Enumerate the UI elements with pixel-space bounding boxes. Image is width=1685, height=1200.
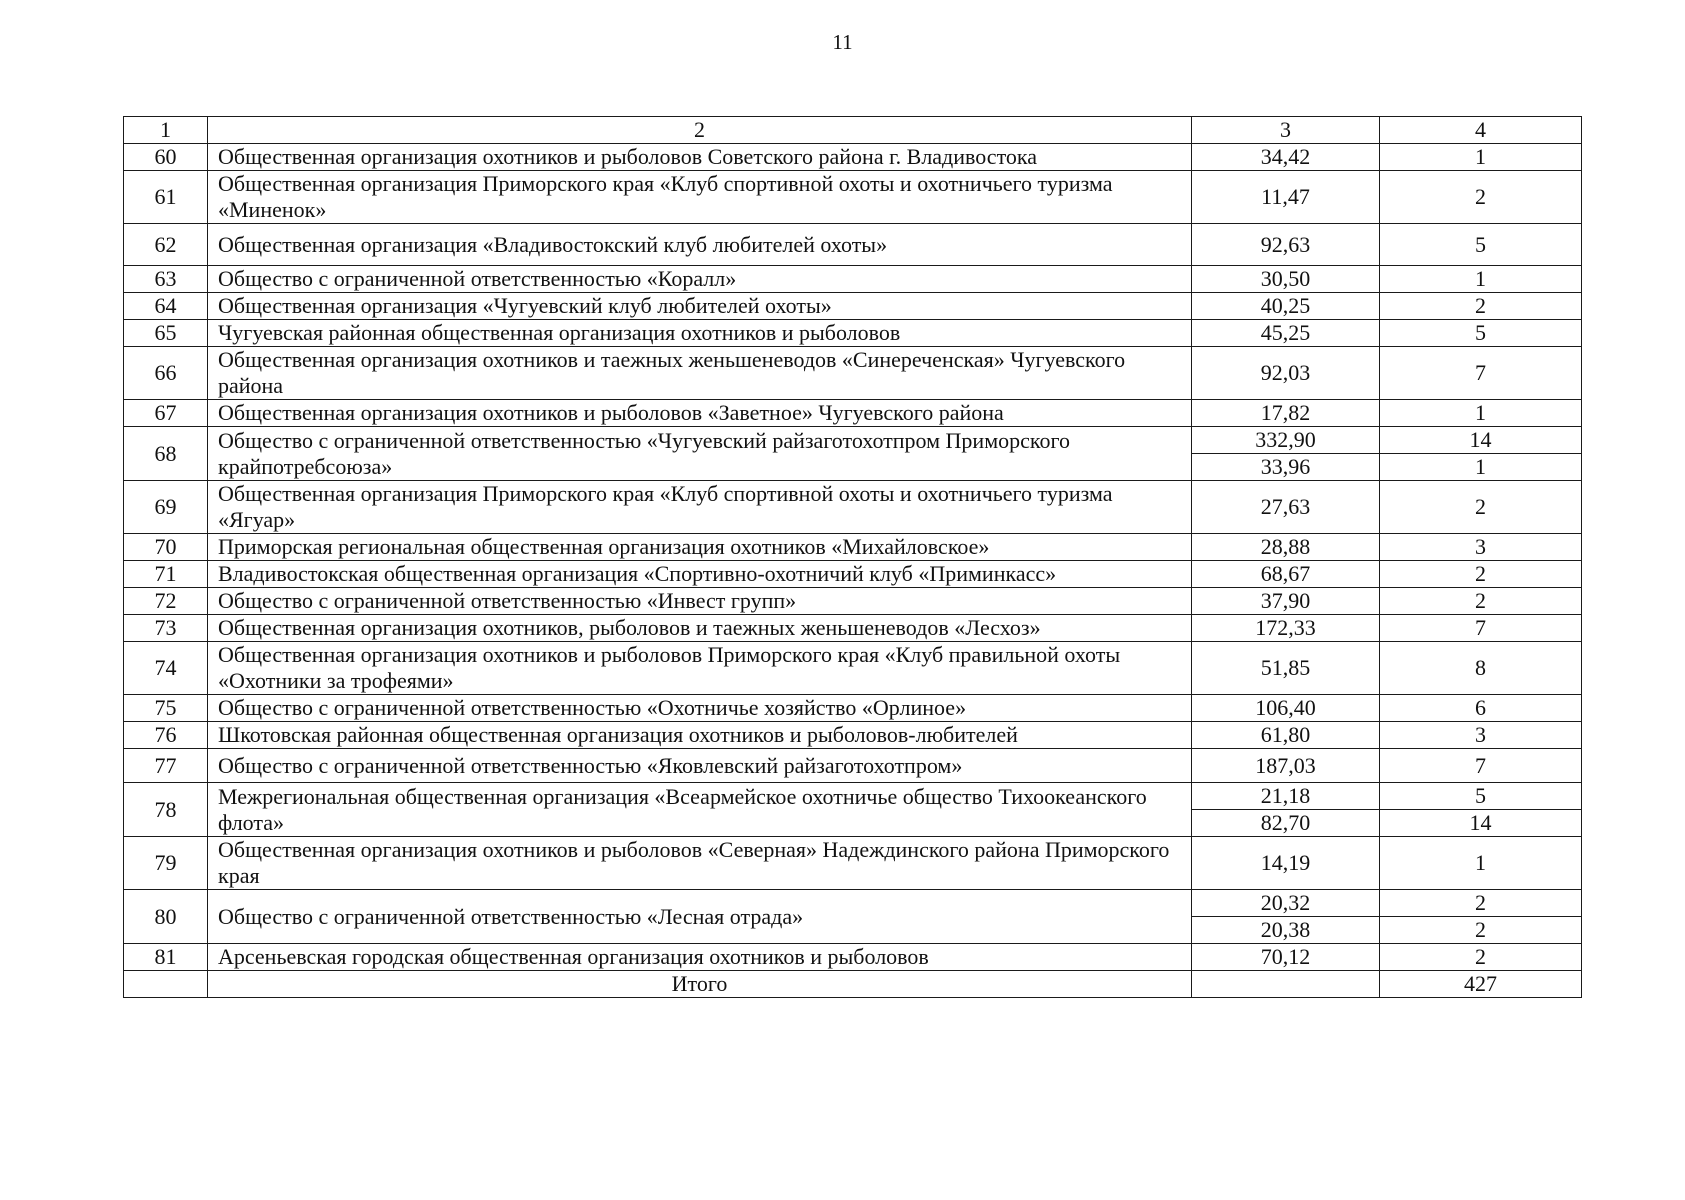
row-number: 64 xyxy=(124,293,208,320)
organization-name: Общество с ограниченной ответственностью «Охотничье хозяйство «Орлиное» xyxy=(208,695,1192,722)
row-number: 62 xyxy=(124,224,208,266)
table-row xyxy=(124,320,1582,347)
organization-name: Общество с ограниченной ответственностью «Яковлевский райзаготохотпром» xyxy=(208,749,1192,783)
header-cell-4: 4 xyxy=(1380,117,1582,144)
row-number: 73 xyxy=(124,615,208,642)
table-row xyxy=(124,427,1582,454)
organization-name: Общественная организация охотников и рыболовов Советского района г. Владивостока xyxy=(208,144,1192,171)
count-value: 2 xyxy=(1380,944,1582,971)
table-row xyxy=(124,615,1582,642)
organization-name: Общественная организация «Владивостокский клуб любителей охоты» xyxy=(208,224,1192,266)
organization-name: Общественная организация охотников и рыболовов «Северная» Надеждинского района Приморского края xyxy=(208,837,1192,890)
row-number: 74 xyxy=(124,642,208,695)
area-value: 37,90 xyxy=(1192,588,1380,615)
row-number: 72 xyxy=(124,588,208,615)
table-row xyxy=(124,534,1582,561)
count-value: 8 xyxy=(1380,642,1582,695)
header-row xyxy=(124,117,1582,144)
table-row xyxy=(124,695,1582,722)
area-value: 30,50 xyxy=(1192,266,1380,293)
row-number: 79 xyxy=(124,837,208,890)
row-number: 80 xyxy=(124,890,208,944)
area-value: 27,63 xyxy=(1192,481,1380,534)
area-value: 61,80 xyxy=(1192,722,1380,749)
organization-name: Общественная организация Приморского края «Клуб спортивной охоты и охотничьего туризма «Ягуар» xyxy=(208,481,1192,534)
total-area xyxy=(1192,971,1380,998)
header-cell-1: 1 xyxy=(124,117,208,144)
table-row xyxy=(124,642,1582,695)
organizations-table xyxy=(123,116,1582,998)
area-value: 40,25 xyxy=(1192,293,1380,320)
row-number: 71 xyxy=(124,561,208,588)
row-number: 69 xyxy=(124,481,208,534)
count-value: 2 xyxy=(1380,561,1582,588)
count-value: 5 xyxy=(1380,320,1582,347)
table-row xyxy=(124,588,1582,615)
count-value: 14 xyxy=(1380,810,1582,837)
organization-name: Шкотовская районная общественная организация охотников и рыболовов-любителей xyxy=(208,722,1192,749)
count-value: 1 xyxy=(1380,837,1582,890)
area-value: 332,90 xyxy=(1192,427,1380,454)
count-value: 1 xyxy=(1380,400,1582,427)
area-value: 82,70 xyxy=(1192,810,1380,837)
area-value: 21,18 xyxy=(1192,783,1380,810)
area-value: 11,47 xyxy=(1192,171,1380,224)
row-number: 77 xyxy=(124,749,208,783)
count-value: 1 xyxy=(1380,454,1582,481)
total-label: Итого xyxy=(208,971,1192,998)
count-value: 2 xyxy=(1380,588,1582,615)
organization-name: Арсеньевская городская общественная организация охотников и рыболовов xyxy=(208,944,1192,971)
count-value: 3 xyxy=(1380,722,1582,749)
table-row xyxy=(124,347,1582,400)
organization-name: Общественная организация «Чугуевский клуб любителей охоты» xyxy=(208,293,1192,320)
organization-name: Общественная организация охотников, рыболовов и таежных женьшеневодов «Лесхоз» xyxy=(208,615,1192,642)
table-row xyxy=(124,749,1582,783)
organization-name: Общественная организация охотников и таежных женьшеневодов «Синереченская» Чугуевского района xyxy=(208,347,1192,400)
count-value: 7 xyxy=(1380,749,1582,783)
table-row xyxy=(124,481,1582,534)
area-value: 172,33 xyxy=(1192,615,1380,642)
header-cell-3: 3 xyxy=(1192,117,1380,144)
row-number: 65 xyxy=(124,320,208,347)
count-value: 5 xyxy=(1380,783,1582,810)
total-empty-cell xyxy=(124,971,208,998)
count-value: 1 xyxy=(1380,266,1582,293)
table-row xyxy=(124,171,1582,224)
row-number: 63 xyxy=(124,266,208,293)
table-row xyxy=(124,722,1582,749)
area-value: 92,03 xyxy=(1192,347,1380,400)
count-value: 14 xyxy=(1380,427,1582,454)
organization-name: Общество с ограниченной ответственностью «Инвест групп» xyxy=(208,588,1192,615)
area-value: 45,25 xyxy=(1192,320,1380,347)
area-value: 33,96 xyxy=(1192,454,1380,481)
table-row xyxy=(124,837,1582,890)
count-value: 1 xyxy=(1380,144,1582,171)
row-number: 68 xyxy=(124,427,208,481)
count-value: 2 xyxy=(1380,171,1582,224)
total-row xyxy=(124,971,1582,998)
row-number: 67 xyxy=(124,400,208,427)
table-row xyxy=(124,400,1582,427)
table-row xyxy=(124,944,1582,971)
table-row xyxy=(124,144,1582,171)
area-value: 51,85 xyxy=(1192,642,1380,695)
row-number: 60 xyxy=(124,144,208,171)
count-value: 2 xyxy=(1380,293,1582,320)
table-row xyxy=(124,783,1582,810)
area-value: 68,67 xyxy=(1192,561,1380,588)
header-cell-2: 2 xyxy=(208,117,1192,144)
organization-name: Приморская региональная общественная организация охотников «Михайловское» xyxy=(208,534,1192,561)
row-number: 81 xyxy=(124,944,208,971)
count-value: 6 xyxy=(1380,695,1582,722)
row-number: 70 xyxy=(124,534,208,561)
area-value: 34,42 xyxy=(1192,144,1380,171)
organization-name: Общественная организация охотников и рыболовов «Заветное» Чугуевского района xyxy=(208,400,1192,427)
table-row xyxy=(124,224,1582,266)
row-number: 75 xyxy=(124,695,208,722)
page-number: 11 xyxy=(832,30,853,54)
area-value: 14,19 xyxy=(1192,837,1380,890)
area-value: 106,40 xyxy=(1192,695,1380,722)
count-value: 7 xyxy=(1380,615,1582,642)
area-value: 70,12 xyxy=(1192,944,1380,971)
row-number: 76 xyxy=(124,722,208,749)
count-value: 5 xyxy=(1380,224,1582,266)
organization-name: Владивостокская общественная организация «Спортивно-охотничий клуб «Приминкасс» xyxy=(208,561,1192,588)
count-value: 7 xyxy=(1380,347,1582,400)
organization-name: Общество с ограниченной ответственностью «Коралл» xyxy=(208,266,1192,293)
area-value: 187,03 xyxy=(1192,749,1380,783)
table-row xyxy=(124,293,1582,320)
organization-name: Межрегиональная общественная организация «Всеармейское охотничье общество Тихоокеанского флота» xyxy=(208,783,1192,837)
count-value: 2 xyxy=(1380,917,1582,944)
organization-name: Общество с ограниченной ответственностью «Чугуевский райзаготохотпром Приморского крайпотребсоюза» xyxy=(208,427,1192,481)
area-value: 20,32 xyxy=(1192,890,1380,917)
table-row xyxy=(124,561,1582,588)
table-row xyxy=(124,890,1582,917)
row-number: 66 xyxy=(124,347,208,400)
organization-name: Общество с ограниченной ответственностью «Лесная отрада» xyxy=(208,890,1192,944)
organization-name: Общественная организация Приморского края «Клуб спортивной охоты и охотничьего туризма «Миненок» xyxy=(208,171,1192,224)
area-value: 17,82 xyxy=(1192,400,1380,427)
organization-name: Общественная организация охотников и рыболовов Приморского края «Клуб правильной охоты «Охотники за трофеями» xyxy=(208,642,1192,695)
count-value: 2 xyxy=(1380,890,1582,917)
count-value: 2 xyxy=(1380,481,1582,534)
total-count: 427 xyxy=(1380,971,1582,998)
area-value: 20,38 xyxy=(1192,917,1380,944)
row-number: 78 xyxy=(124,783,208,837)
row-number: 61 xyxy=(124,171,208,224)
organization-name: Чугуевская районная общественная организация охотников и рыболовов xyxy=(208,320,1192,347)
table-row xyxy=(124,266,1582,293)
area-value: 92,63 xyxy=(1192,224,1380,266)
count-value: 3 xyxy=(1380,534,1582,561)
area-value: 28,88 xyxy=(1192,534,1380,561)
